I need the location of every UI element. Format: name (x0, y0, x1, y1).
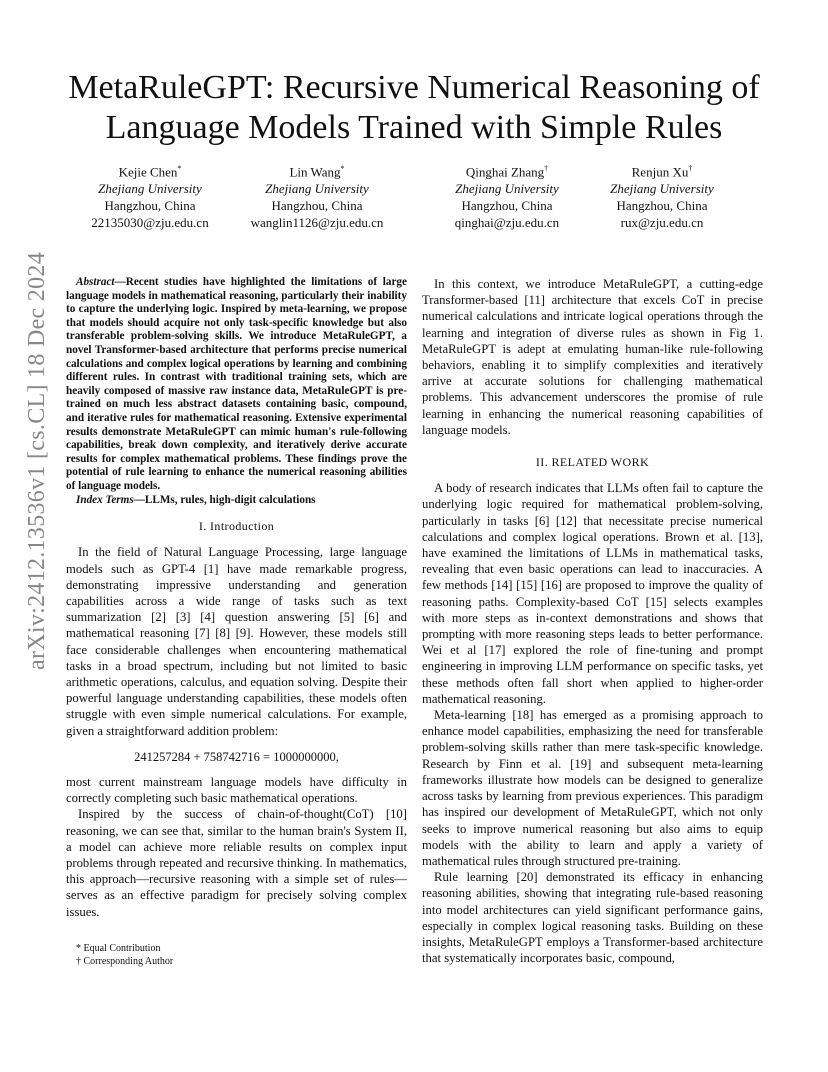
related-work-paragraph-2: Meta-learning [18] has emerged as a promising approach to enhance model capabilities, emphasizing the need for transferable problem-solving skills rather than mere task-specific knowledge. Research by Finn et al. [19] and subsequent meta-learning frameworks illustrate how models can be designed to generalize across tasks by learning from previous experiences. This paradigm has inspired our development of MetaRuleGPT, which not only seeks to improve numerical reasoning but also aims to equip models with the ability to learn and apply a variety of mathematical rules through structured pre-training. (422, 708, 763, 868)
right-column (422, 276, 763, 966)
author-affiliation: Zhejiang University (98, 181, 202, 197)
arxiv-stamp: arXiv:2412.13536v1 [cs.CL] 18 Dec 2024 (24, 252, 50, 670)
title-line-1: MetaRuleGPT: Recursive Numerical Reasoning of (68, 69, 760, 106)
footnotes (66, 942, 407, 968)
author-1 (60, 160, 240, 231)
author-affiliation: Zhejiang University (265, 181, 369, 197)
author-mark: † (688, 164, 693, 173)
author-affiliation: Zhejiang University (455, 181, 559, 197)
author-3 (417, 160, 597, 231)
author-mark: * (177, 164, 182, 173)
related-work-paragraph-3: Rule learning [20] demonstrated its efficacy in enhancing reasoning abilities, showing that integrating rule-based reasoning into model architectures can yield significant performance gains, especially in complex logical reasoning tasks. Building on these insights, MetaRuleGPT employs a Transformer-based architecture that systematically incorporates basic, compound, (422, 870, 763, 966)
author-name: Kejie Chen (118, 164, 178, 180)
author-location: Hangzhou, China (271, 198, 363, 214)
author-email: qinghai@zju.edu.cn (454, 215, 560, 231)
intro-paragraph-1: In the field of Natural Language Processing, large language models such as GPT-4 [1] have made remarkable progress, demonstrating impressive understanding and generation capabilities across a wide range of tasks such as text summarization [2] [3] [4] question answering [5] [6] and mathematical reasoning [7] [8] [9]. However, these models still face considerable challenges when encountering mathematical tasks in a broad spectrum, including but not limited to basic arithmetic operations, calculus, and equation solving. Despite their powerful language understanding capabilities, these models often struggle with even simple numerical calculations. For example, given a straightforward addition problem: (66, 545, 407, 738)
intro-paragraph-2: most current mainstream language models have difficulty in correctly completing such basic mathematical operations. (66, 774, 407, 806)
abstract-text: —Recent studies have highlighted the limitations of large language models in mathematical reasoning, particularly their inability to capture the underlying logic. Inspired by meta-learning, we propose that models should acquire not only task-specific knowledge but also transferable problem-solving skills. We introduce MetaRuleGPT, a novel Transformer-based architecture that performs precise numerical calculations and complex logical operations by learning and combining different rules. In contrast with traditional training sets, which are heavily composed of massive raw instance data, MetaRuleGPT is pre-trained on much less abstract datasets containing basic, compound, and iterative rules for mathematical reasoning. Extensive experimental results demonstrate MetaRuleGPT can mimic human's rule-following capabilities, break down complexity, and iteratively derive accurate results for complex mathematical problems. These findings prove the potential of rule learning to enhance the numerical reasoning abilities of language models. (66, 276, 407, 492)
author-name: Lin Wang (289, 164, 341, 180)
equation: 241257284 + 758742716 = 1000000000, (134, 749, 339, 764)
author-2 (227, 160, 407, 231)
left-column (66, 276, 407, 968)
index-terms-text: —LLMs, rules, high-digit calculations (133, 493, 316, 506)
paper-title (40, 68, 788, 148)
footnote-corresponding-author: † Corresponding Author (76, 955, 174, 967)
abstract-label: Abstract (76, 276, 115, 288)
context-paragraph: In this context, we introduce MetaRuleGPT, a cutting-edge Transformer-based [11] architecture that excels CoT in precise numerical calculations and intricate logical operations through the learning and integration of diverse rules as shown in Fig 1. MetaRuleGPT is adept at emulating human-like rule-following behaviors, enabling it to simplify complexities and iteratively arrive at accurate solutions for challenging mathematical problems. This advancement underscores the promise of rule learning in enhancing the numerical reasoning capabilities of language models. (422, 277, 763, 437)
related-work-paragraph-1: A body of research indicates that LLMs often fail to capture the underlying logic required for mathematical problem-solving, particularly in tasks [6] [12] that necessitate precise numerical calculations and complex logical operations. Brown et al. [13], have examined the limitations of LLMs in mathematical tasks, revealing that even basic operations can lead to inaccuracies. A few methods [14] [15] [16] are proposed to improve the quality of reasoning paths. Complexity-based CoT [15] selects examples with more steps as in-context demonstrations and shows that prompting with more reasoning steps leads to better performance. Wei et al [17] explored the role of fine-tuning and prompt engineering in improving LLM performance on specific tasks, yet these methods often fall short when applied to higher-order mathematical reasoning. (422, 481, 763, 706)
author-email: 22135030@zju.edu.cn (91, 215, 209, 231)
author-block (60, 160, 768, 240)
abstract (66, 276, 407, 494)
author-location: Hangzhou, China (616, 198, 708, 214)
author-location: Hangzhou, China (104, 198, 196, 214)
author-email: rux@zju.edu.cn (620, 215, 704, 231)
author-name: Renjun Xu (631, 164, 689, 180)
footnote-equal-contribution: * Equal Contribution (76, 942, 161, 954)
author-mark: * (340, 164, 345, 173)
author-email: wanglin1126@zju.edu.cn (250, 215, 384, 231)
author-name: Qinghai Zhang (465, 164, 545, 180)
section-heading-related-work: II. RELATED WORK (535, 455, 650, 470)
author-4 (572, 160, 752, 231)
title-line-2: Language Models Trained with Simple Rules (105, 109, 723, 146)
index-terms (66, 494, 407, 508)
intro-paragraph-3: Inspired by the success of chain-of-thought(CoT) [10] reasoning, we can see that, similar to the human brain's System II, a model can achieve more reliable results on complex input problems through repeated and recursive thinking. In mathematics, this approach—recursive reasoning with a simple set of rules—serves as an effective paradigm for precisely solving complex issues. (66, 807, 407, 919)
author-location: Hangzhou, China (461, 198, 553, 214)
section-heading-introduction: I. Introduction (198, 519, 275, 534)
author-mark: † (544, 164, 549, 173)
index-terms-label: Index Terms (76, 493, 134, 506)
author-affiliation: Zhejiang University (610, 181, 714, 197)
